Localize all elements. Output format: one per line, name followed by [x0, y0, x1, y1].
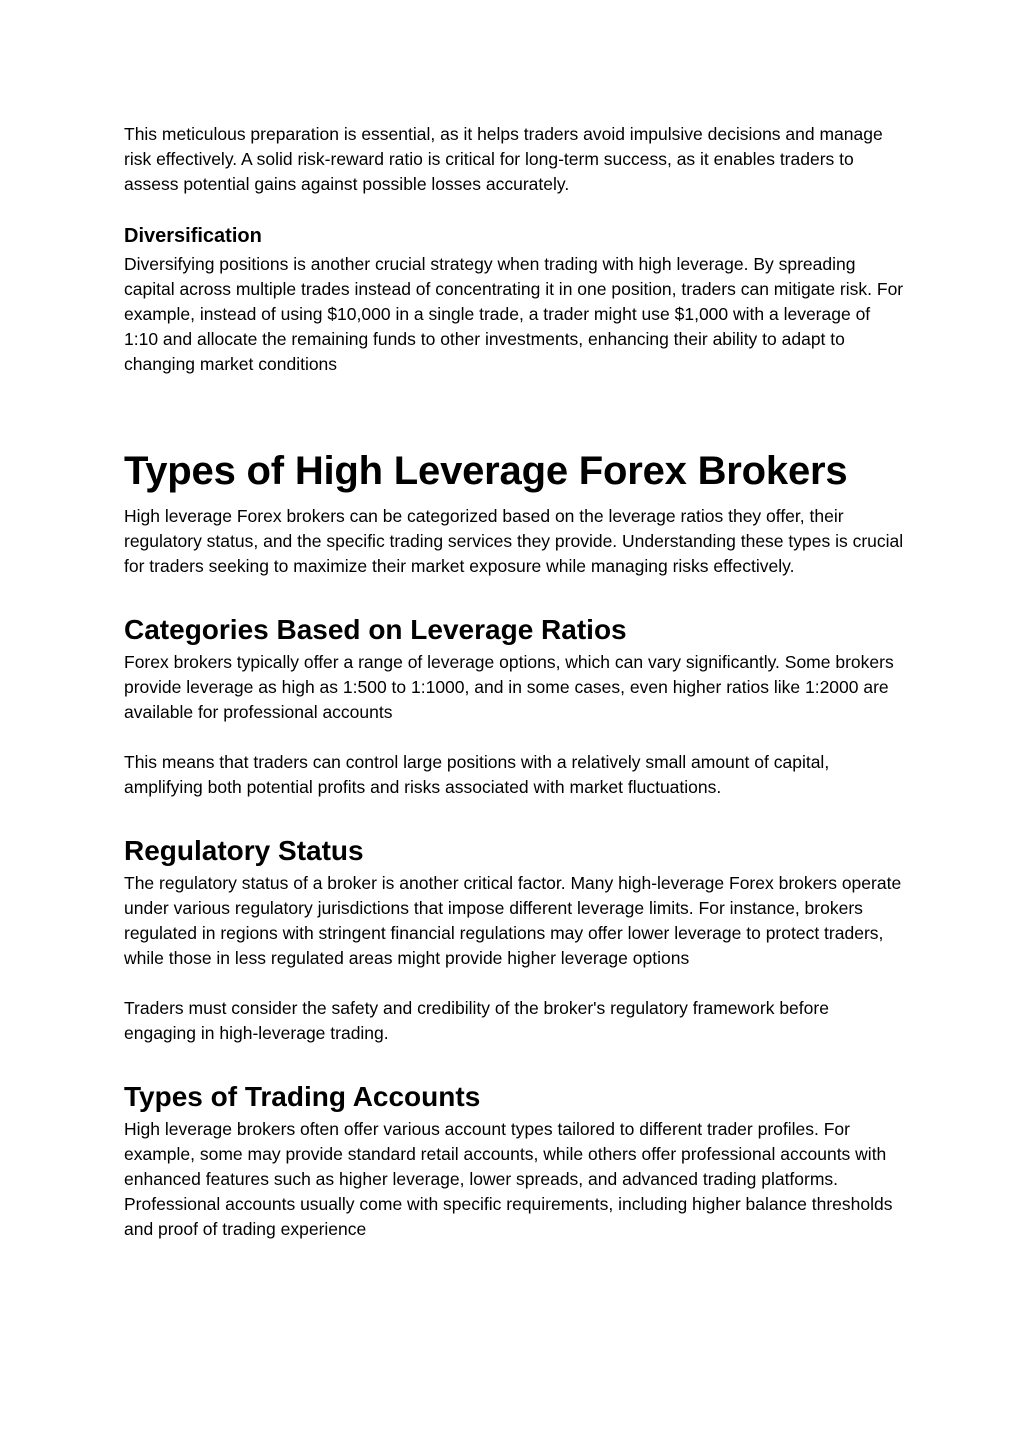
types-heading: Types of High Leverage Forex Brokers	[124, 449, 848, 493]
accounts-paragraph: High leverage brokers often offer various account types tailored to different trader profiles. For example, some may provide standard retail accounts, while others offer professional accounts with enhanced features such as higher leverage, lower spreads, and advanced trading platforms. Professional accounts usually come with specific requirements, including higher balance thresholds and proof of trading experience	[124, 1119, 893, 1239]
document-page	[124, 122, 904, 1242]
regulatory-heading: Regulatory Status	[124, 835, 364, 866]
categories-heading: Categories Based on Leverage Ratios	[124, 614, 627, 645]
regulatory-paragraph-2: Traders must consider the safety and credibility of the broker's regulatory framework before engaging in high-leverage trading.	[124, 998, 829, 1043]
types-paragraph: High leverage Forex brokers can be categorized based on the leverage ratios they offer, their regulatory status, and the specific trading services they provide. Understanding these types is crucial for traders seeking to maximize their market exposure while managing risks effectively.	[124, 506, 904, 576]
categories-paragraph-2: This means that traders can control large positions with a relatively small amount of capital, amplifying both potential profits and risks associated with market fluctuations.	[124, 752, 830, 797]
diversification-heading: Diversification	[124, 225, 262, 247]
categories-paragraph-1: Forex brokers typically offer a range of leverage options, which can vary significantly. Some brokers provide leverage as high as 1:500 to 1:1000, and in some cases, even higher ratios like 1:2000 are available for professional accounts	[124, 652, 894, 722]
diversification-paragraph: Diversifying positions is another crucial strategy when trading with high leverage. By spreading capital across multiple trades instead of concentrating it in one position, traders can mitigate risk. For example, instead of using $10,000 in a single trade, a trader might use $1,000 with a leverage of 1:10 and allocate the remaining funds to other investments, enhancing their ability to adapt to changing market conditions	[124, 254, 904, 374]
intro-paragraph: This meticulous preparation is essential, as it helps traders avoid impulsive decisions and manage risk effectively. A solid risk-reward ratio is critical for long-term success, as it enables traders to assess potential gains against possible losses accurately.	[124, 124, 883, 194]
accounts-heading: Types of Trading Accounts	[124, 1081, 481, 1112]
regulatory-paragraph-1: The regulatory status of a broker is another critical factor. Many high-leverage Forex brokers operate under various regulatory jurisdictions that impose different leverage limits. For instance, brokers regulated in regions with stringent financial regulations may offer lower leverage to protect traders, while those in less regulated areas might provide higher leverage options	[124, 873, 902, 968]
